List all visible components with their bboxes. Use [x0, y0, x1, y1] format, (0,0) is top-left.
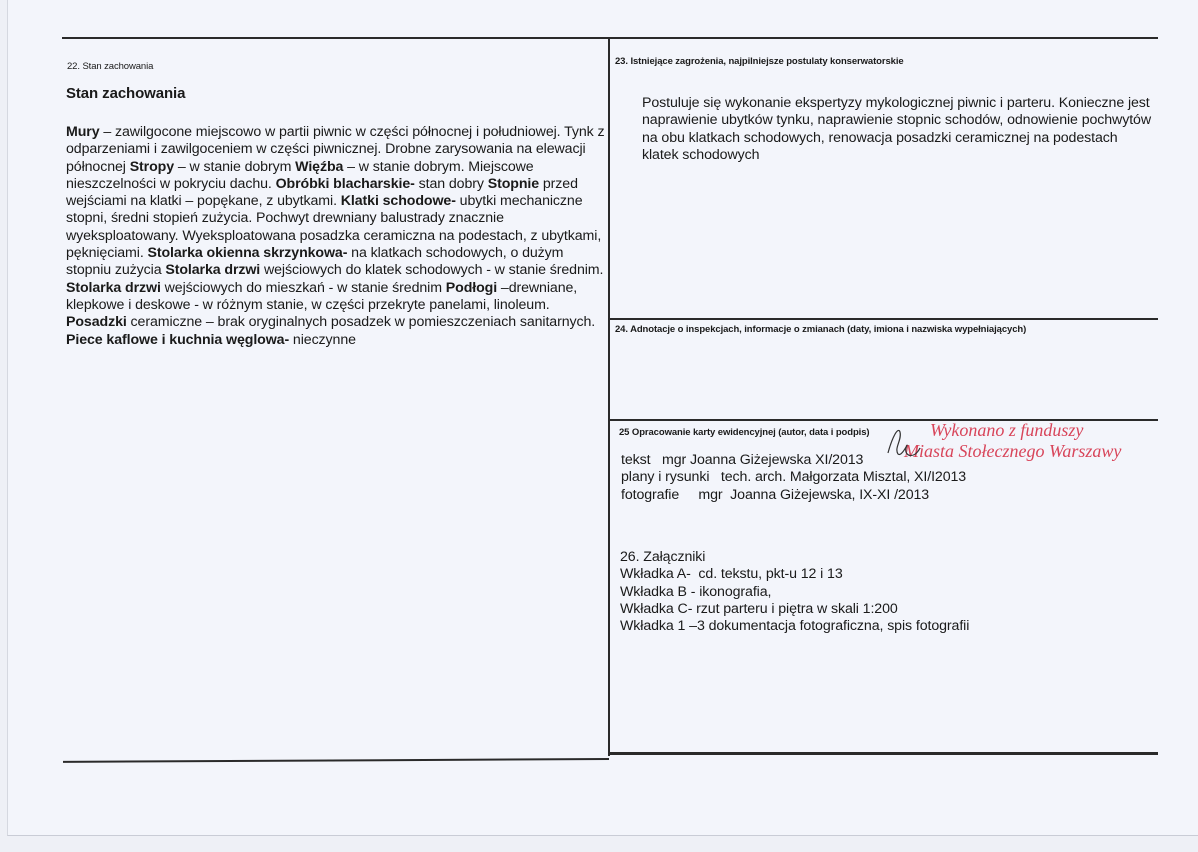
- condition-term: Obróbki blacharskie-: [275, 175, 415, 192]
- section-22-text: [66, 124, 606, 349]
- condition-term: Stropy: [129, 158, 175, 175]
- attachment-item: Wkładka B - ikonografia,: [620, 583, 772, 600]
- condition-term: Mury: [66, 124, 100, 140]
- column-divider: [608, 37, 610, 756]
- bottom-rule-right: [609, 752, 1158, 755]
- condition-term: Klatki schodowe-: [340, 193, 456, 210]
- condition-description: wejściowych do mieszkań - w stanie średnim: [160, 279, 446, 296]
- section-23-label: 23. Istniejące zagrożenia, najpilniejsze postulaty konserwatorskie: [615, 56, 904, 67]
- section-25-lines: [621, 452, 966, 504]
- condition-term: Więźba: [295, 158, 344, 175]
- condition-term: Piece kaflowe i kuchnia węglowa-: [66, 331, 290, 348]
- condition-description: przed wejściami na klatki – popękane, z ubytkami.: [66, 175, 578, 210]
- credit-text: tekst mgr Joanna Giżejewska XI/2013: [621, 452, 864, 468]
- condition-description: na klatkach schodowych, o dużym stopniu zużycia: [66, 245, 564, 279]
- condition-term: Stopnie: [487, 175, 540, 192]
- condition-description: – w stanie dobrym: [174, 158, 296, 175]
- attachment-item: Wkładka C- rzut parteru i piętra w skali 1:200: [620, 600, 898, 617]
- condition-term: Stolarka okienna skrzynkowa-: [147, 245, 348, 262]
- rule-24: [609, 318, 1158, 320]
- section-24-label: 24. Adnotacje o inspekcjach, informacje o zmianach (daty, imiona i nazwiska wypełniających): [615, 324, 1027, 335]
- stamp-line-2: Miasta Stołecznego Warszawy: [904, 441, 1122, 461]
- condition-term: Posadzki: [66, 314, 127, 331]
- condition-term: Podłogi: [445, 279, 498, 296]
- condition-description: wejściowych do klatek schodowych - w stanie średnim.: [260, 262, 604, 279]
- condition-description: –drewniane, klepkowe i deskowe - w różnym stanie, w części przekryte panelami, linoleum.: [66, 279, 578, 313]
- condition-term: Stolarka drzwi: [66, 279, 161, 296]
- attachment-item: Wkładka 1 –3 dokumentacja fotograficzna, spis fotografii: [620, 618, 970, 635]
- credit-photos: fotografie mgr Joanna Giżejewska, IX-XI /2013: [621, 486, 930, 503]
- condition-description: stan dobry: [414, 175, 488, 192]
- section-23-text: Postuluje się wykonanie ekspertyzy mykologicznej piwnic i parteru. Konieczne jest naprawienie ubytków tynku, naprawienie stopnic schodów, odnowienie pochwytów na obu klatkach schodowych, renowacja posadzki ceramicznej na podestach klatek schodowych: [642, 95, 1151, 163]
- condition-term: Stolarka drzwi: [165, 262, 261, 279]
- condition-description: ubytki mechaniczne stopni, średni stopień zużycia. Pochwyt drewniany balustrady znacznie wyeksploatowany. Wyeksploatowana posadzka ceramiczna na podestach, z ubytkami, pęknięciami.: [66, 193, 602, 262]
- section-26: [620, 549, 969, 635]
- section-22-title: Stan zachowania: [66, 85, 186, 102]
- attachment-item: Wkładka A- cd. tekstu, pkt-u 12 i 13: [620, 566, 843, 583]
- credit-plans: plany i rysunki tech. arch. Małgorzata Misztal, XI/I2013: [621, 469, 967, 486]
- condition-description: – w stanie dobrym. Miejscowe nieszczelności w pokryciu dachu.: [66, 158, 534, 192]
- section-26-label: 26. Załączniki: [620, 549, 706, 565]
- section-22-label: 22. Stan zachowania: [67, 61, 154, 72]
- section-25-label: 25 Opracowanie karty ewidencyjnej (autor, data i podpis): [619, 427, 870, 438]
- condition-description: ceramiczne – brak oryginalnych posadzek w pomieszczeniach sanitarnych.: [126, 314, 596, 331]
- condition-description: – zawilgocone miejscowo w partii piwnic w części północnej i południowej. Tynk z odparzeniami i zawilgoceniem w części piwnicznej. Drobne zarysowania na elewacji północnej: [66, 124, 605, 175]
- stamp-line-1: Wykonano z funduszy: [930, 420, 1084, 440]
- top-rule: [62, 37, 1158, 39]
- condition-description: nieczynne: [289, 331, 356, 348]
